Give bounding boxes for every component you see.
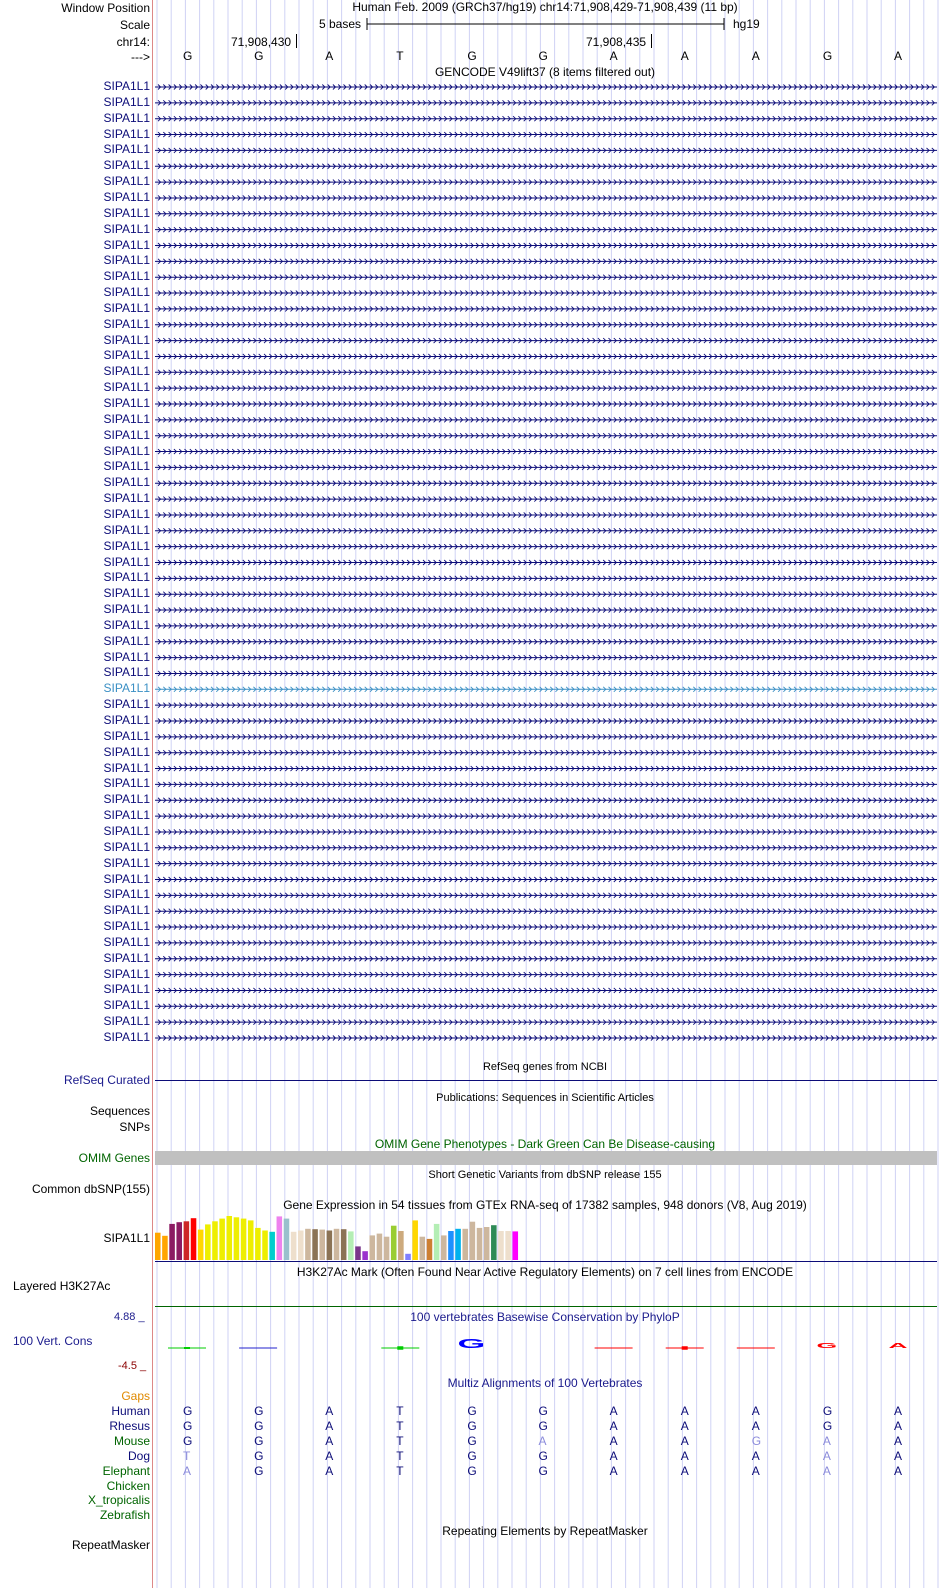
- gencode-transcript-label[interactable]: SIPA1L1: [103, 396, 150, 410]
- cons-title[interactable]: 100 vertebrates Basewise Conservation by PhyloP: [410, 1310, 680, 1324]
- gencode-transcript-label[interactable]: SIPA1L1: [103, 79, 150, 93]
- alignment-base: T: [396, 1448, 404, 1463]
- gencode-transcript-line[interactable]: [155, 449, 937, 454]
- alignment-base: A: [751, 1463, 760, 1478]
- gtex-tissue-bar[interactable]: [284, 1219, 290, 1260]
- gtex-tissue-bar[interactable]: [262, 1231, 268, 1261]
- gencode-transcript-line[interactable]: [155, 338, 937, 343]
- strand-label[interactable]: --->: [131, 50, 150, 64]
- gtex-tissue-bar[interactable]: [291, 1232, 297, 1260]
- alignment-base: G: [183, 1404, 193, 1418]
- base-letter: A: [894, 49, 903, 63]
- scale-bar: [366, 16, 726, 32]
- gencode-transcript-line[interactable]: [155, 481, 937, 486]
- base-letter: G: [822, 49, 833, 63]
- gencode-transcript-line[interactable]: [155, 925, 937, 930]
- gencode-transcript-line[interactable]: [155, 608, 937, 613]
- alignment-base: G: [538, 1448, 548, 1463]
- alignment-base: A: [894, 1433, 903, 1448]
- gencode-transcript-label[interactable]: SIPA1L1: [103, 110, 150, 125]
- alignment-base: G: [254, 1448, 264, 1463]
- alignment-base: G: [254, 1433, 264, 1448]
- gencode-transcript-label[interactable]: SIPA1L1: [103, 221, 150, 236]
- gencode-transcript-line[interactable]: [155, 576, 937, 581]
- gtex-gene-label[interactable]: SIPA1L1: [103, 1231, 150, 1245]
- species-label[interactable]: Human: [111, 1404, 150, 1418]
- alignment-base: G: [254, 1418, 264, 1433]
- alignment-base: A: [894, 1404, 903, 1418]
- gencode-transcript-line[interactable]: [155, 211, 937, 216]
- gencode-transcript-label[interactable]: SIPA1L1: [103, 649, 150, 664]
- gencode-transcript-label[interactable]: SIPA1L1: [103, 744, 150, 759]
- gtex-tissue-bar[interactable]: [241, 1219, 247, 1260]
- alignment-base: A: [325, 1418, 334, 1433]
- gencode-transcript-label[interactable]: SIPA1L1: [103, 253, 150, 268]
- chrom-label: chr14:: [116, 35, 150, 49]
- gtex-tissue-bar[interactable]: [441, 1235, 447, 1260]
- base-letter: A: [751, 49, 760, 63]
- gtex-tissue-bar[interactable]: [448, 1231, 454, 1260]
- gencode-transcript-line[interactable]: [155, 829, 937, 834]
- gencode-transcript-line[interactable]: [155, 1036, 937, 1041]
- omim-genes-label[interactable]: OMIM Genes: [78, 1151, 150, 1165]
- alignment-base: A: [183, 1463, 192, 1478]
- omim-gene-bar[interactable]: [155, 1151, 937, 1165]
- alignment-base: G: [467, 1463, 477, 1478]
- gtex-tissue-bar[interactable]: [384, 1237, 390, 1260]
- gencode-transcript-line[interactable]: [155, 322, 937, 327]
- gencode-transcript-label[interactable]: SIPA1L1: [103, 364, 150, 379]
- gencode-transcript-label[interactable]: SIPA1L1: [103, 126, 150, 141]
- gtex-tissue-bar[interactable]: [219, 1219, 225, 1260]
- gencode-transcript-line[interactable]: [155, 988, 937, 993]
- gtex-tissue-bar[interactable]: [277, 1216, 283, 1260]
- gencode-transcript-line[interactable]: [155, 703, 937, 708]
- gencode-transcript-label[interactable]: SIPA1L1: [103, 776, 150, 791]
- species-label[interactable]: Zebrafish: [99, 1508, 150, 1523]
- alignment-base: A: [609, 1463, 618, 1478]
- gencode-transcript-label[interactable]: SIPA1L1: [103, 697, 150, 712]
- alignment-base: A: [751, 1404, 760, 1418]
- gencode-transcript-line[interactable]: [155, 861, 937, 866]
- gencode-transcript-label[interactable]: SIPA1L1: [103, 760, 150, 775]
- gencode-transcript-label[interactable]: SIPA1L1: [103, 427, 150, 442]
- cons-base-mark[interactable]: [458, 1337, 486, 1351]
- alignment-base: G: [467, 1433, 477, 1448]
- h3k27ac-baseline: [155, 1306, 937, 1307]
- gencode-transcript-label[interactable]: SIPA1L1: [103, 237, 150, 252]
- gencode-transcript-line[interactable]: [155, 639, 937, 644]
- gencode-transcript-label[interactable]: SIPA1L1: [103, 792, 150, 807]
- gencode-transcript-line[interactable]: [155, 497, 937, 502]
- gencode-transcript-line[interactable]: [155, 100, 937, 105]
- gaps-label[interactable]: Gaps: [121, 1389, 150, 1403]
- alignment-base: A: [609, 1418, 618, 1433]
- gencode-transcript-label[interactable]: SIPA1L1: [103, 94, 150, 109]
- cons-base-mark[interactable]: [381, 1346, 419, 1350]
- refseq-gene-line[interactable]: [155, 1080, 937, 1081]
- gencode-transcript-label[interactable]: SIPA1L1: [103, 348, 150, 363]
- gencode-transcript-line[interactable]: [155, 623, 937, 628]
- gencode-transcript-label[interactable]: SIPA1L1: [103, 681, 150, 696]
- gtex-tissue-bar[interactable]: [205, 1224, 211, 1260]
- scale-text: 5 bases: [319, 17, 362, 31]
- base-letter: G: [538, 49, 548, 63]
- alignment-base: A: [894, 1463, 903, 1478]
- repeatmasker-label[interactable]: RepeatMasker: [71, 1538, 150, 1552]
- gencode-transcript-label[interactable]: SIPA1L1: [103, 316, 150, 331]
- gencode-transcript-line[interactable]: [155, 687, 937, 692]
- gtex-tissue-bar[interactable]: [348, 1231, 354, 1260]
- gencode-transcript-line[interactable]: [155, 243, 937, 248]
- base-letter: T: [396, 49, 404, 63]
- gtex-tissue-bar[interactable]: [169, 1224, 175, 1260]
- gtex-tissue-bar[interactable]: [470, 1222, 476, 1260]
- position-right: 71,908,435: [586, 35, 647, 49]
- gencode-transcript-label[interactable]: SIPA1L1: [103, 475, 150, 490]
- base-letter: G: [183, 49, 193, 63]
- gencode-transcript-label[interactable]: SIPA1L1: [103, 602, 150, 617]
- gencode-transcript-label[interactable]: SIPA1L1: [103, 586, 150, 601]
- cons-base-letter: G: [457, 1336, 486, 1351]
- gtex-tissue-bar[interactable]: [212, 1221, 218, 1260]
- species-label[interactable]: Mouse: [113, 1433, 150, 1448]
- gencode-transcript-line[interactable]: [155, 148, 937, 153]
- gtex-tissue-bar[interactable]: [155, 1233, 161, 1260]
- gtex-tissue-bar[interactable]: [248, 1220, 254, 1260]
- alignment-base: T: [183, 1448, 191, 1463]
- gencode-transcript-label[interactable]: SIPA1L1: [103, 950, 150, 965]
- cons-label[interactable]: 100 Vert. Cons: [13, 1334, 93, 1348]
- gencode-transcript-line[interactable]: [155, 306, 937, 311]
- gtex-bar-chart[interactable]: [155, 1210, 937, 1262]
- gencode-transcript-line[interactable]: [155, 655, 937, 660]
- gencode-transcript-line[interactable]: [155, 116, 937, 121]
- gtex-tissue-bar[interactable]: [462, 1229, 468, 1260]
- gencode-transcript-line[interactable]: [155, 544, 937, 549]
- gencode-transcript-label[interactable]: SIPA1L1: [103, 808, 150, 823]
- alignment-base: A: [325, 1448, 334, 1463]
- gtex-tissue-bar[interactable]: [477, 1228, 483, 1260]
- position-left-tick: [296, 34, 297, 48]
- refseq-title[interactable]: RefSeq genes from NCBI: [482, 1061, 608, 1073]
- cons-base-mark[interactable]: [666, 1346, 704, 1350]
- base-letter: A: [325, 49, 334, 63]
- gencode-transcript-label[interactable]: SIPA1L1: [103, 982, 150, 997]
- gtex-tissue-bar[interactable]: [434, 1224, 440, 1260]
- alignment-base: A: [609, 1404, 618, 1418]
- gencode-transcript-line[interactable]: [155, 354, 937, 359]
- gencode-transcript-label[interactable]: SIPA1L1: [103, 1014, 150, 1029]
- gtex-tissue-bar[interactable]: [191, 1218, 197, 1260]
- gencode-transcript-label[interactable]: SIPA1L1: [103, 380, 150, 395]
- alignment-base: A: [609, 1448, 618, 1463]
- alignment-base: A: [822, 1448, 831, 1463]
- gtex-tissue-bar[interactable]: [505, 1231, 511, 1260]
- gencode-transcript-label[interactable]: SIPA1L1: [103, 633, 150, 648]
- gtex-tissue-bar[interactable]: [412, 1220, 418, 1260]
- gencode-transcript-label[interactable]: SIPA1L1: [103, 823, 150, 838]
- alignment-base: T: [396, 1418, 404, 1433]
- species-label[interactable]: Elephant: [102, 1463, 150, 1478]
- gencode-transcript-line[interactable]: [155, 814, 937, 819]
- snps-label[interactable]: SNPs: [119, 1120, 150, 1134]
- gtex-tissue-bar[interactable]: [427, 1239, 433, 1260]
- alignment-base: A: [325, 1463, 334, 1478]
- base-letter: G: [254, 49, 264, 63]
- gencode-transcript-label[interactable]: SIPA1L1: [103, 871, 150, 886]
- alignment-base: A: [680, 1448, 689, 1463]
- gencode-transcript-line[interactable]: [155, 465, 937, 470]
- gencode-transcript-line[interactable]: [155, 370, 937, 375]
- gencode-transcript-line[interactable]: [155, 560, 937, 565]
- gencode-transcript-line[interactable]: [155, 845, 937, 850]
- gencode-transcript-line[interactable]: [155, 592, 937, 597]
- gtex-tissue-bar[interactable]: [198, 1230, 204, 1260]
- alignment-base: A: [325, 1404, 334, 1418]
- gtex-baseline: [155, 1261, 937, 1262]
- gencode-transcript-label[interactable]: SIPA1L1: [103, 269, 150, 284]
- gtex-tissue-bar[interactable]: [334, 1229, 340, 1260]
- cons-base-letter: G: [816, 1341, 838, 1350]
- gencode-transcript-label[interactable]: SIPA1L1: [103, 570, 150, 585]
- gencode-transcript-label[interactable]: SIPA1L1: [103, 887, 150, 902]
- gencode-transcript-line[interactable]: [155, 972, 937, 977]
- alignment-base: G: [183, 1433, 193, 1448]
- gencode-transcript-label[interactable]: SIPA1L1: [103, 966, 150, 981]
- alignment-base: A: [609, 1433, 618, 1448]
- gencode-transcript-line[interactable]: [155, 85, 937, 90]
- gencode-transcript-label[interactable]: SIPA1L1: [103, 934, 150, 949]
- gencode-transcript-label[interactable]: SIPA1L1: [103, 459, 150, 474]
- gencode-transcript-line[interactable]: [155, 402, 937, 407]
- gencode-transcript-label[interactable]: SIPA1L1: [103, 919, 150, 934]
- gencode-transcript-line[interactable]: [155, 291, 937, 296]
- gtex-tissue-bar[interactable]: [398, 1231, 404, 1260]
- gencode-transcript-line[interactable]: [155, 734, 937, 739]
- gtex-tissue-bar[interactable]: [312, 1229, 318, 1260]
- gtex-tissue-bar[interactable]: [162, 1236, 168, 1260]
- gencode-transcript-label[interactable]: SIPA1L1: [103, 713, 150, 727]
- gtex-tissue-bar[interactable]: [420, 1237, 426, 1260]
- alignment-base: A: [751, 1418, 760, 1433]
- base-letter: A: [680, 49, 689, 63]
- base-letter: A: [609, 49, 618, 63]
- cons-graph[interactable]: [155, 1330, 937, 1360]
- gencode-transcript-label[interactable]: SIPA1L1: [103, 903, 150, 918]
- repeatmasker-title[interactable]: Repeating Elements by RepeatMasker: [442, 1524, 648, 1538]
- sequences-label[interactable]: Sequences: [89, 1104, 150, 1118]
- alignment-base: G: [254, 1463, 264, 1478]
- gencode-transcript-line[interactable]: [155, 164, 937, 169]
- gtex-tissue-bar[interactable]: [269, 1232, 275, 1260]
- gencode-transcript-line[interactable]: [155, 909, 937, 914]
- common-dbsnp-label[interactable]: Common dbSNP(155): [31, 1182, 150, 1196]
- gencode-transcript-label[interactable]: SIPA1L1: [103, 142, 150, 157]
- alignment-base: A: [680, 1463, 689, 1478]
- gtex-tissue-bar[interactable]: [255, 1228, 261, 1260]
- alignment-base: G: [254, 1404, 264, 1418]
- gencode-transcript-label[interactable]: SIPA1L1: [103, 158, 150, 173]
- label-divider-line: [152, 0, 153, 1588]
- gencode-transcript-label[interactable]: SIPA1L1: [103, 205, 150, 220]
- gtex-tissue-bar[interactable]: [319, 1230, 325, 1260]
- gtex-tissue-bar[interactable]: [498, 1231, 504, 1260]
- gencode-transcript-line[interactable]: [155, 671, 937, 676]
- alignment-base: G: [183, 1418, 193, 1433]
- gencode-transcript-label[interactable]: SIPA1L1: [103, 554, 150, 569]
- gencode-transcript-label[interactable]: SIPA1L1: [103, 617, 150, 632]
- h3k27ac-title[interactable]: H3K27Ac Mark (Often Found Near Active Regulatory Elements) on 7 cell lines from ENCODE: [296, 1265, 794, 1279]
- gtex-tissue-bar[interactable]: [305, 1229, 311, 1260]
- gencode-transcript-line[interactable]: [155, 275, 937, 280]
- gencode-transcript-label[interactable]: SIPA1L1: [103, 332, 150, 347]
- cons-base-mark[interactable]: [817, 1341, 838, 1350]
- publications-title[interactable]: Publications: Sequences in Scientific Articles: [436, 1092, 654, 1104]
- gencode-transcript-label[interactable]: SIPA1L1: [103, 1030, 150, 1044]
- gtex-tissue-bar[interactable]: [355, 1246, 361, 1260]
- gtex-tissue-bar[interactable]: [405, 1254, 411, 1260]
- gencode-transcript-line[interactable]: [155, 782, 937, 787]
- gtex-tissue-bar[interactable]: [513, 1231, 519, 1260]
- alignment-base: T: [396, 1463, 404, 1478]
- alignment-base: A: [751, 1448, 760, 1463]
- gtex-title[interactable]: Gene Expression in 54 tissues from GTEx RNA-seq of 17382 samples, 948 donors (V8, Aug 2019): [283, 1198, 807, 1212]
- cons-base-mark[interactable]: [888, 1341, 907, 1350]
- position-right-tick: [651, 34, 652, 48]
- gtex-tissue-bar[interactable]: [377, 1234, 383, 1260]
- alignment-base: A: [822, 1433, 831, 1448]
- omim-title[interactable]: OMIM Gene Phenotypes - Dark Green Can Be Disease-causing: [374, 1137, 716, 1151]
- gencode-transcripts[interactable]: [155, 78, 937, 1058]
- gencode-transcript-label[interactable]: SIPA1L1: [103, 189, 150, 204]
- gencode-title[interactable]: GENCODE V49lift37 (8 items filtered out): [434, 65, 656, 79]
- gencode-transcript-label[interactable]: SIPA1L1: [103, 665, 150, 680]
- gtex-tissue-bar[interactable]: [391, 1226, 397, 1260]
- gtex-tissue-bar[interactable]: [362, 1251, 368, 1260]
- gtex-tissue-bar[interactable]: [341, 1229, 347, 1260]
- gtex-tissue-bar[interactable]: [370, 1235, 376, 1260]
- gencode-transcript-label[interactable]: SIPA1L1: [103, 174, 150, 189]
- base-letter: G: [467, 49, 477, 63]
- gtex-tissue-bar[interactable]: [298, 1231, 304, 1261]
- dbsnp-title[interactable]: Short Genetic Variants from dbSNP release 155: [428, 1169, 662, 1181]
- gencode-transcript-label[interactable]: SIPA1L1: [103, 522, 150, 537]
- alignment-base: G: [822, 1404, 833, 1418]
- gencode-transcript-label[interactable]: SIPA1L1: [103, 538, 150, 553]
- gencode-transcript-label[interactable]: SIPA1L1: [103, 855, 150, 870]
- species-label[interactable]: Chicken: [106, 1478, 150, 1493]
- gencode-transcript-line[interactable]: [155, 512, 937, 517]
- gencode-transcript-label[interactable]: SIPA1L1: [103, 443, 150, 458]
- multiz-title[interactable]: Multiz Alignments of 100 Vertebrates: [447, 1376, 643, 1390]
- window-position-label: Window Position: [61, 1, 150, 15]
- alignment-base: A: [894, 1448, 903, 1463]
- gencode-transcript-line[interactable]: [155, 940, 937, 945]
- gtex-tissue-bar[interactable]: [234, 1217, 240, 1260]
- alignment-base: A: [822, 1463, 831, 1478]
- cons-base-letter: A: [888, 1341, 908, 1350]
- gencode-transcript-label[interactable]: SIPA1L1: [103, 411, 150, 426]
- cons-max-label: 4.88 _: [114, 1311, 145, 1323]
- alignment-base: G: [538, 1463, 548, 1478]
- scale-db: hg19: [733, 17, 760, 31]
- gencode-transcript-line[interactable]: [155, 180, 937, 185]
- gencode-transcript-label[interactable]: SIPA1L1: [103, 839, 150, 854]
- alignment-base: G: [467, 1448, 477, 1463]
- gencode-transcript-label[interactable]: SIPA1L1: [103, 491, 150, 506]
- alignment-base: A: [538, 1433, 547, 1448]
- alignment-base: A: [325, 1433, 334, 1448]
- species-label[interactable]: Rhesus: [109, 1418, 150, 1433]
- gencode-transcript-line[interactable]: [155, 417, 937, 422]
- gencode-transcript-label[interactable]: SIPA1L1: [103, 285, 150, 300]
- gencode-transcript-label[interactable]: SIPA1L1: [103, 506, 150, 521]
- gtex-tissue-bar[interactable]: [455, 1229, 461, 1260]
- gencode-transcript-line[interactable]: [155, 893, 937, 898]
- cons-min-label: -4.5 _: [118, 1360, 147, 1372]
- scale-label: Scale: [119, 18, 150, 32]
- alignment-base: G: [467, 1418, 477, 1433]
- alignment-base: A: [894, 1418, 903, 1433]
- gencode-transcript-line[interactable]: [155, 1004, 937, 1009]
- species-label[interactable]: Dog: [127, 1448, 150, 1463]
- gencode-transcript-line[interactable]: [155, 798, 937, 803]
- gencode-transcript-line[interactable]: [155, 386, 937, 391]
- gtex-tissue-bar[interactable]: [184, 1221, 190, 1260]
- gencode-transcript-label[interactable]: SIPA1L1: [103, 728, 150, 743]
- gtex-tissue-bar[interactable]: [491, 1225, 497, 1260]
- cons-base-mark[interactable]: [168, 1347, 206, 1349]
- alignment-base: A: [680, 1433, 689, 1448]
- gencode-transcript-line[interactable]: [155, 195, 937, 200]
- alignment-base: G: [538, 1418, 548, 1433]
- gencode-transcript-line[interactable]: [155, 1020, 937, 1025]
- refseq-curated-label[interactable]: RefSeq Curated: [63, 1073, 150, 1087]
- layered-h3k27ac-label[interactable]: Layered H3K27Ac: [13, 1279, 111, 1293]
- gencode-transcript-line[interactable]: [155, 750, 937, 755]
- alignment-base: G: [467, 1404, 477, 1418]
- gtex-tissue-bar[interactable]: [327, 1231, 333, 1261]
- assembly-title: Human Feb. 2009 (GRCh37/hg19) chr14:71,908,429-71,908,439 (11 bp): [352, 0, 738, 14]
- alignment-base: G: [538, 1404, 548, 1418]
- gencode-transcript-line[interactable]: [155, 956, 937, 961]
- alignment-base: A: [680, 1418, 689, 1433]
- gencode-transcript-line[interactable]: [155, 766, 937, 771]
- alignment-base: T: [396, 1433, 404, 1448]
- gtex-tissue-bar[interactable]: [176, 1222, 182, 1260]
- gencode-transcript-label[interactable]: SIPA1L1: [103, 300, 150, 315]
- gtex-tissue-bar[interactable]: [484, 1227, 490, 1260]
- gencode-transcript-line[interactable]: [155, 132, 937, 137]
- alignment-base: G: [751, 1433, 762, 1448]
- position-left: 71,908,430: [231, 35, 292, 49]
- gtex-tissue-bar[interactable]: [227, 1216, 233, 1260]
- gencode-transcript-line[interactable]: [155, 259, 937, 264]
- alignment-base: A: [680, 1404, 689, 1418]
- gencode-transcript-line[interactable]: [155, 227, 937, 232]
- gencode-transcript-line[interactable]: [155, 528, 937, 533]
- species-label[interactable]: X_tropicalis: [87, 1493, 150, 1508]
- gencode-transcript-line[interactable]: [155, 719, 937, 724]
- gencode-transcript-line[interactable]: [155, 877, 937, 882]
- alignment-base: T: [396, 1404, 404, 1418]
- gencode-transcript-line[interactable]: [155, 433, 937, 438]
- alignment-base: G: [822, 1418, 833, 1433]
- gencode-transcript-label[interactable]: SIPA1L1: [103, 998, 150, 1013]
